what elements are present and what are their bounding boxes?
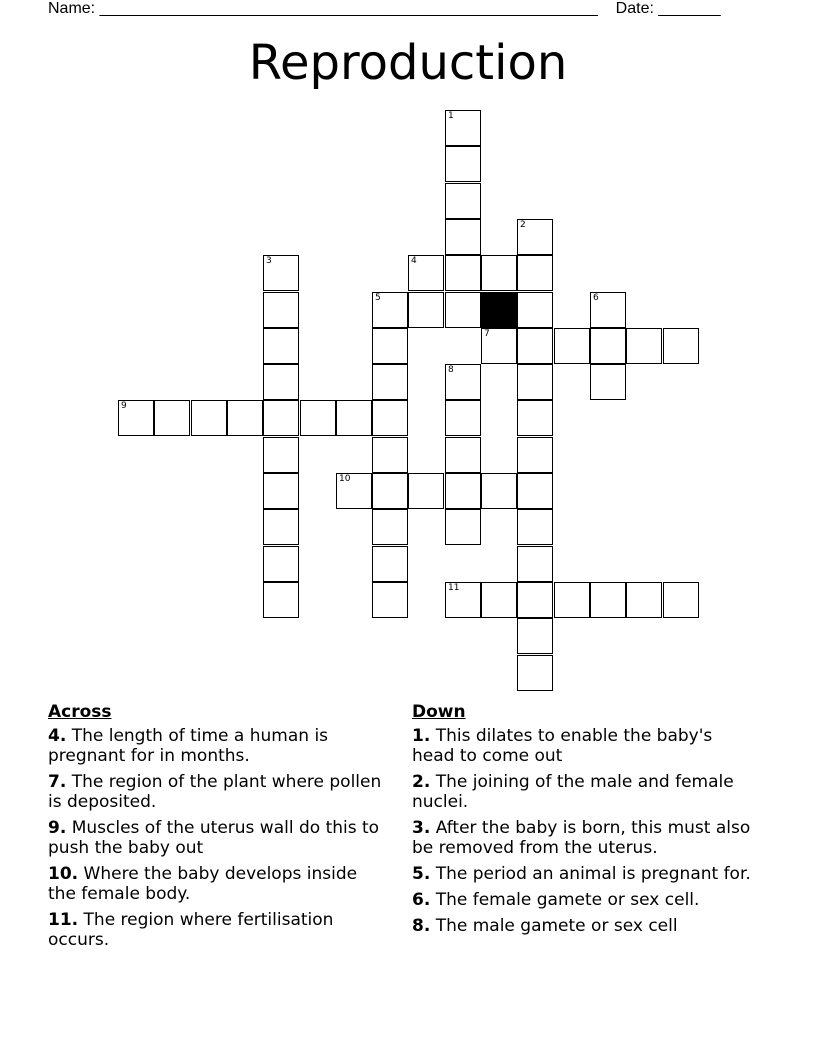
clue-across-9	[48, 818, 388, 858]
clue-text: The region where fertilisation occurs.	[48, 910, 334, 950]
cell-number: 6	[593, 293, 599, 303]
crossword-cell[interactable]	[336, 400, 372, 436]
crossword-cell[interactable]	[263, 255, 299, 291]
crossword-cell[interactable]	[445, 183, 481, 219]
black-cell	[481, 292, 517, 328]
crossword-cell[interactable]	[445, 364, 481, 400]
clue-down-1	[412, 726, 752, 766]
crossword-cell[interactable]	[554, 582, 590, 618]
crossword-cell[interactable]	[372, 292, 408, 328]
cell-number: 11	[448, 583, 460, 593]
crossword-cell[interactable]	[445, 255, 481, 291]
name-label: Name:	[48, 0, 96, 17]
crossword-cell[interactable]	[517, 292, 553, 328]
cell-number: 7	[484, 329, 490, 339]
clue-text: The region of the plant where pollen is deposited.	[48, 772, 382, 812]
clue-number: 4.	[48, 726, 67, 746]
clue-text: The male gamete or sex cell	[435, 916, 678, 936]
clue-text: This dilates to enable the baby's head to come out	[412, 726, 713, 766]
across-clues	[48, 702, 388, 956]
crossword-cell[interactable]	[517, 655, 553, 691]
crossword-cell[interactable]	[517, 546, 553, 582]
crossword-cell[interactable]	[263, 292, 299, 328]
clue-number: 5.	[412, 864, 431, 884]
clue-across-4	[48, 726, 388, 766]
cell-number: 2	[520, 220, 526, 230]
crossword-cell[interactable]	[336, 473, 372, 509]
crossword-cell[interactable]	[263, 364, 299, 400]
across-heading: Across	[48, 702, 112, 722]
clue-text: The period an animal is pregnant for.	[435, 864, 751, 884]
crossword-cell[interactable]	[445, 473, 481, 509]
down-heading: Down	[412, 702, 466, 722]
crossword-cell[interactable]	[554, 328, 590, 364]
crossword-cell[interactable]	[118, 400, 154, 436]
crossword-cell[interactable]	[408, 292, 444, 328]
crossword-cell[interactable]	[227, 400, 263, 436]
crossword-cell[interactable]	[372, 546, 408, 582]
clue-down-6	[412, 890, 752, 910]
crossword-cell[interactable]	[481, 473, 517, 509]
crossword-cell[interactable]	[517, 328, 553, 364]
clue-number: 9.	[48, 818, 67, 838]
crossword-cell[interactable]	[263, 509, 299, 545]
clue-number: 1.	[412, 726, 431, 746]
clue-number: 3.	[412, 818, 431, 838]
cell-number: 8	[448, 365, 454, 375]
clue-text: The length of time a human is pregnant for in months.	[48, 726, 329, 766]
clue-down-3	[412, 818, 752, 858]
crossword-cell[interactable]	[517, 582, 553, 618]
crossword-cell[interactable]	[663, 328, 699, 364]
crossword-cell[interactable]	[372, 473, 408, 509]
cell-number: 4	[411, 256, 417, 266]
clue-down-8	[412, 916, 752, 936]
crossword-cell[interactable]	[372, 328, 408, 364]
page-title: Reproduction	[248, 35, 568, 91]
clue-across-10	[48, 864, 388, 904]
clue-across-7	[48, 772, 388, 812]
crossword-cell[interactable]	[626, 582, 662, 618]
clue-number: 2.	[412, 772, 431, 792]
crossword-cell[interactable]	[300, 400, 336, 436]
clue-down-5	[412, 864, 752, 884]
crossword-cell[interactable]	[445, 110, 481, 146]
crossword-cell[interactable]	[517, 255, 553, 291]
cell-number: 10	[339, 474, 351, 484]
crossword-cell[interactable]	[590, 582, 626, 618]
crossword-cell[interactable]	[372, 437, 408, 473]
clue-text: The joining of the male and female nuclei.	[412, 772, 734, 812]
crossword-cell[interactable]	[517, 437, 553, 473]
crossword-cell[interactable]	[445, 582, 481, 618]
crossword-cell[interactable]	[663, 582, 699, 618]
clue-number: 7.	[48, 772, 67, 792]
clue-across-11	[48, 910, 388, 950]
crossword-cell[interactable]	[445, 146, 481, 182]
crossword-cell[interactable]	[372, 400, 408, 436]
date-label: Date:	[615, 0, 654, 17]
cell-number: 3	[266, 256, 272, 266]
crossword-cell[interactable]	[263, 582, 299, 618]
crossword-cell[interactable]	[372, 364, 408, 400]
crossword-cell[interactable]	[445, 219, 481, 255]
clue-number: 11.	[48, 910, 79, 930]
crossword-cell[interactable]	[372, 582, 408, 618]
crossword-cell[interactable]	[154, 400, 190, 436]
crossword-cell[interactable]	[517, 618, 553, 654]
clue-text: Muscles of the uterus wall do this to push the baby out	[48, 818, 380, 858]
crossword-cell[interactable]	[372, 509, 408, 545]
clue-number: 8.	[412, 916, 431, 936]
clue-number: 6.	[412, 890, 431, 910]
crossword-cell[interactable]	[590, 292, 626, 328]
crossword-cell[interactable]	[481, 328, 517, 364]
crossword-cell[interactable]	[445, 292, 481, 328]
crossword-cell[interactable]	[263, 328, 299, 364]
crossword-cell[interactable]	[517, 219, 553, 255]
clue-text: After the baby is born, this must also be removed from the uterus.	[412, 818, 751, 858]
crossword-cell[interactable]	[517, 473, 553, 509]
crossword-cell[interactable]	[263, 546, 299, 582]
crossword-cell[interactable]	[517, 364, 553, 400]
name-line[interactable]: ________________________________________________________	[99, 0, 598, 17]
cell-number: 1	[448, 111, 454, 121]
crossword-cell[interactable]	[191, 400, 227, 436]
crossword-cell[interactable]	[626, 328, 662, 364]
crossword-cell[interactable]	[517, 509, 553, 545]
clue-number: 10.	[48, 864, 79, 884]
crossword-cell[interactable]	[481, 255, 517, 291]
down-clues	[412, 702, 752, 942]
crossword-cell[interactable]	[263, 437, 299, 473]
clue-down-2	[412, 772, 752, 812]
crossword-cell[interactable]	[517, 400, 553, 436]
clue-text: Where the baby develops inside the female body.	[48, 864, 358, 904]
crossword-cell[interactable]	[408, 473, 444, 509]
crossword-cell[interactable]	[590, 328, 626, 364]
crossword-cell[interactable]	[263, 400, 299, 436]
crossword-cell[interactable]	[408, 255, 444, 291]
clue-text: The female gamete or sex cell.	[435, 890, 700, 910]
date-line[interactable]: _______	[658, 0, 721, 17]
crossword-cell[interactable]	[263, 473, 299, 509]
cell-number: 5	[375, 293, 381, 303]
cell-number: 9	[121, 401, 127, 411]
crossword-cell[interactable]	[445, 509, 481, 545]
crossword-cell[interactable]	[445, 437, 481, 473]
crossword-cell[interactable]	[481, 582, 517, 618]
crossword-cell[interactable]	[590, 364, 626, 400]
crossword-cell[interactable]	[445, 400, 481, 436]
